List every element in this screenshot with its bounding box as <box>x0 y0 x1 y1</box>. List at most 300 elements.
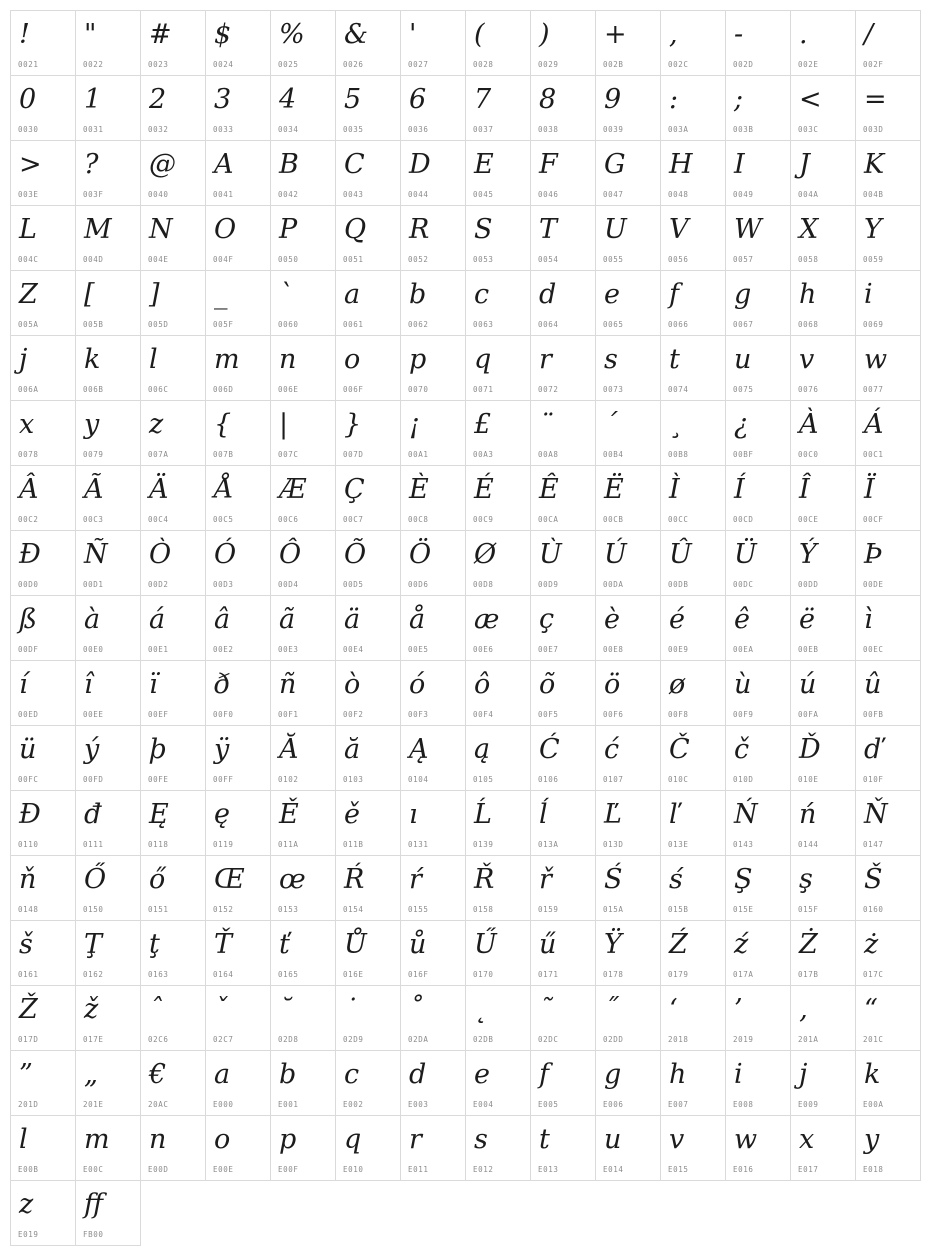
glyph-codepoint-label: E000 <box>213 1100 234 1109</box>
glyph-cell[interactable] <box>726 856 791 921</box>
glyph-cell[interactable] <box>856 661 921 726</box>
glyph-cell[interactable] <box>466 401 531 466</box>
glyph-codepoint-label: 005F <box>213 320 234 329</box>
glyph-cell[interactable] <box>11 466 76 531</box>
glyph-codepoint-label: E00C <box>83 1165 104 1174</box>
glyph-cell[interactable] <box>336 661 401 726</box>
glyph-cell[interactable] <box>596 921 661 986</box>
glyph-cell[interactable] <box>141 206 206 271</box>
glyph-cell[interactable] <box>531 466 596 531</box>
glyph-cell[interactable] <box>76 791 141 856</box>
glyph-cell[interactable] <box>11 856 76 921</box>
glyph-cell[interactable] <box>401 1116 466 1181</box>
glyph-cell[interactable] <box>726 336 791 401</box>
glyph-character: a <box>344 279 361 310</box>
glyph-cell[interactable] <box>141 791 206 856</box>
glyph-cell[interactable] <box>401 531 466 596</box>
glyph-cell[interactable] <box>466 726 531 791</box>
glyph-cell[interactable] <box>76 596 141 661</box>
glyph-cell[interactable] <box>726 1051 791 1116</box>
glyph-cell[interactable] <box>531 791 596 856</box>
glyph-cell[interactable] <box>141 661 206 726</box>
glyph-cell[interactable] <box>336 271 401 336</box>
glyph-cell[interactable] <box>531 206 596 271</box>
glyph-character: ň <box>19 864 37 895</box>
glyph-codepoint-label: E017 <box>798 1165 819 1174</box>
glyph-cell[interactable] <box>856 336 921 401</box>
glyph-cell[interactable] <box>141 141 206 206</box>
glyph-cell[interactable] <box>596 76 661 141</box>
glyph-cell[interactable] <box>401 141 466 206</box>
glyph-cell[interactable] <box>141 271 206 336</box>
glyph-cell[interactable] <box>726 986 791 1051</box>
glyph-cell[interactable] <box>791 1051 856 1116</box>
glyph-cell[interactable] <box>336 986 401 1051</box>
glyph-codepoint-label: 0040 <box>148 190 169 199</box>
glyph-cell[interactable] <box>11 791 76 856</box>
glyph-cell[interactable] <box>791 271 856 336</box>
glyph-cell[interactable] <box>596 336 661 401</box>
glyph-codepoint-label: 004B <box>863 190 884 199</box>
glyph-cell[interactable] <box>11 726 76 791</box>
glyph-cell[interactable] <box>271 791 336 856</box>
glyph-cell[interactable] <box>596 1116 661 1181</box>
glyph-cell[interactable] <box>726 921 791 986</box>
glyph-cell[interactable] <box>336 726 401 791</box>
glyph-cell[interactable] <box>76 856 141 921</box>
glyph-cell[interactable] <box>791 401 856 466</box>
glyph-cell[interactable] <box>596 141 661 206</box>
glyph-cell[interactable] <box>531 1051 596 1116</box>
glyph-character: x <box>799 1124 815 1155</box>
glyph-cell[interactable] <box>206 336 271 401</box>
glyph-cell[interactable] <box>661 271 726 336</box>
glyph-cell[interactable] <box>661 206 726 271</box>
glyph-cell[interactable] <box>466 1051 531 1116</box>
glyph-codepoint-label: 004C <box>18 255 39 264</box>
glyph-cell[interactable] <box>141 11 206 76</box>
glyph-cell[interactable] <box>726 531 791 596</box>
glyph-cell[interactable] <box>661 336 726 401</box>
glyph-cell[interactable] <box>791 336 856 401</box>
glyph-character: Æ <box>279 474 307 505</box>
glyph-cell[interactable] <box>11 76 76 141</box>
glyph-cell[interactable] <box>271 986 336 1051</box>
glyph-cell[interactable] <box>856 401 921 466</box>
glyph-codepoint-label: E001 <box>278 1100 299 1109</box>
glyph-cell[interactable] <box>401 661 466 726</box>
glyph-cell[interactable] <box>661 986 726 1051</box>
glyph-cell[interactable] <box>596 596 661 661</box>
glyph-cell[interactable] <box>401 76 466 141</box>
glyph-character: N <box>149 214 173 245</box>
glyph-cell[interactable] <box>531 531 596 596</box>
glyph-cell[interactable] <box>206 726 271 791</box>
glyph-cell[interactable] <box>11 531 76 596</box>
glyph-cell[interactable] <box>336 466 401 531</box>
glyph-cell[interactable] <box>11 986 76 1051</box>
glyph-cell[interactable] <box>531 1116 596 1181</box>
glyph-codepoint-label: 007B <box>213 450 234 459</box>
glyph-cell[interactable] <box>76 661 141 726</box>
glyph-cell[interactable] <box>141 76 206 141</box>
glyph-cell[interactable] <box>856 531 921 596</box>
glyph-character: Ç <box>344 474 365 505</box>
glyph-cell[interactable] <box>531 726 596 791</box>
glyph-cell[interactable] <box>401 1051 466 1116</box>
glyph-cell[interactable] <box>76 1116 141 1181</box>
glyph-cell[interactable] <box>596 401 661 466</box>
glyph-cell[interactable] <box>466 1116 531 1181</box>
glyph-cell[interactable] <box>791 726 856 791</box>
glyph-cell[interactable] <box>726 206 791 271</box>
glyph-character: n <box>149 1124 167 1155</box>
glyph-character: Ñ <box>84 539 108 570</box>
glyph-cell[interactable] <box>531 986 596 1051</box>
glyph-cell[interactable] <box>401 921 466 986</box>
glyph-codepoint-label: 0068 <box>798 320 819 329</box>
glyph-cell[interactable] <box>856 596 921 661</box>
glyph-codepoint-label: 00C4 <box>148 515 169 524</box>
glyph-cell[interactable] <box>856 921 921 986</box>
glyph-cell[interactable] <box>206 856 271 921</box>
glyph-cell[interactable] <box>141 1116 206 1181</box>
glyph-cell[interactable] <box>856 466 921 531</box>
glyph-cell[interactable] <box>791 596 856 661</box>
glyph-cell[interactable] <box>466 661 531 726</box>
glyph-cell[interactable] <box>661 11 726 76</box>
glyph-cell[interactable] <box>791 76 856 141</box>
glyph-cell[interactable] <box>726 1116 791 1181</box>
glyph-cell[interactable] <box>531 401 596 466</box>
glyph-cell[interactable] <box>206 466 271 531</box>
glyph-cell[interactable] <box>271 206 336 271</box>
glyph-cell[interactable] <box>271 531 336 596</box>
glyph-cell[interactable] <box>76 531 141 596</box>
glyph-cell[interactable] <box>466 11 531 76</box>
glyph-cell[interactable] <box>76 986 141 1051</box>
glyph-cell[interactable] <box>401 726 466 791</box>
glyph-cell[interactable] <box>726 271 791 336</box>
glyph-cell[interactable] <box>336 1116 401 1181</box>
glyph-cell[interactable] <box>141 921 206 986</box>
glyph-cell[interactable] <box>11 11 76 76</box>
glyph-cell[interactable] <box>206 791 271 856</box>
glyph-cell[interactable] <box>206 596 271 661</box>
glyph-cell[interactable] <box>11 1181 76 1246</box>
glyph-cell[interactable] <box>726 141 791 206</box>
glyph-character: | <box>279 409 289 440</box>
glyph-cell[interactable] <box>466 791 531 856</box>
glyph-cell[interactable] <box>856 726 921 791</box>
glyph-cell[interactable] <box>11 141 76 206</box>
glyph-cell[interactable] <box>531 76 596 141</box>
glyph-cell[interactable] <box>76 1051 141 1116</box>
glyph-cell[interactable] <box>531 921 596 986</box>
glyph-cell[interactable] <box>856 856 921 921</box>
glyph-cell[interactable] <box>726 791 791 856</box>
glyph-cell[interactable] <box>466 856 531 921</box>
glyph-cell[interactable] <box>661 401 726 466</box>
glyph-cell[interactable] <box>791 921 856 986</box>
glyph-character: y <box>864 1124 880 1155</box>
glyph-cell[interactable] <box>791 466 856 531</box>
glyph-cell[interactable] <box>76 336 141 401</box>
glyph-cell[interactable] <box>856 271 921 336</box>
glyph-cell[interactable] <box>596 856 661 921</box>
glyph-cell[interactable] <box>856 76 921 141</box>
glyph-cell[interactable] <box>76 921 141 986</box>
glyph-cell[interactable] <box>531 271 596 336</box>
glyph-cell[interactable] <box>596 726 661 791</box>
glyph-cell[interactable] <box>596 986 661 1051</box>
glyph-cell[interactable] <box>401 11 466 76</box>
glyph-cell[interactable] <box>76 76 141 141</box>
glyph-character: # <box>149 19 172 50</box>
glyph-cell[interactable] <box>76 271 141 336</box>
glyph-cell[interactable] <box>271 76 336 141</box>
glyph-cell[interactable] <box>726 76 791 141</box>
glyph-cell[interactable] <box>271 271 336 336</box>
glyph-cell[interactable] <box>661 596 726 661</box>
glyph-cell[interactable] <box>141 596 206 661</box>
glyph-cell[interactable] <box>531 856 596 921</box>
glyph-cell[interactable] <box>206 531 271 596</box>
glyph-cell[interactable] <box>401 596 466 661</box>
glyph-character: æ <box>474 604 500 635</box>
glyph-cell[interactable] <box>271 466 336 531</box>
glyph-cell[interactable] <box>661 1116 726 1181</box>
glyph-cell[interactable] <box>271 921 336 986</box>
glyph-character: ˇ <box>214 994 228 1025</box>
glyph-cell[interactable] <box>206 206 271 271</box>
glyph-cell[interactable] <box>791 11 856 76</box>
glyph-cell[interactable] <box>141 336 206 401</box>
glyph-cell[interactable] <box>76 401 141 466</box>
glyph-cell[interactable] <box>76 466 141 531</box>
glyph-character: d <box>539 279 557 310</box>
glyph-cell[interactable] <box>141 531 206 596</box>
glyph-cell[interactable] <box>206 661 271 726</box>
glyph-cell[interactable] <box>336 791 401 856</box>
glyph-character: ò <box>344 669 361 700</box>
glyph-cell[interactable] <box>596 661 661 726</box>
glyph-cell[interactable] <box>271 401 336 466</box>
glyph-cell[interactable] <box>596 11 661 76</box>
glyph-cell[interactable] <box>726 726 791 791</box>
glyph-character: n <box>279 344 297 375</box>
glyph-cell[interactable] <box>271 1116 336 1181</box>
glyph-codepoint-label: 2018 <box>668 1035 689 1044</box>
glyph-cell[interactable] <box>791 791 856 856</box>
glyph-cell[interactable] <box>596 271 661 336</box>
glyph-cell[interactable] <box>206 141 271 206</box>
glyph-character: g <box>734 279 752 310</box>
glyph-cell[interactable] <box>596 531 661 596</box>
glyph-cell[interactable] <box>336 856 401 921</box>
glyph-cell[interactable] <box>791 986 856 1051</box>
glyph-character: ô <box>474 669 491 700</box>
glyph-character: 7 <box>474 84 492 115</box>
glyph-cell[interactable] <box>531 596 596 661</box>
glyph-cell[interactable] <box>596 466 661 531</box>
glyph-character: ] <box>149 279 160 310</box>
glyph-cell[interactable] <box>856 141 921 206</box>
glyph-character: l <box>149 344 158 375</box>
glyph-cell[interactable] <box>726 401 791 466</box>
glyph-cell[interactable] <box>11 271 76 336</box>
glyph-character: Ů <box>344 929 367 960</box>
glyph-cell[interactable] <box>141 1051 206 1116</box>
glyph-cell[interactable] <box>271 336 336 401</box>
glyph-cell[interactable] <box>596 791 661 856</box>
glyph-cell[interactable] <box>336 206 401 271</box>
glyph-cell[interactable] <box>336 141 401 206</box>
glyph-cell[interactable] <box>271 856 336 921</box>
glyph-cell[interactable] <box>206 271 271 336</box>
glyph-character: P <box>279 214 298 245</box>
glyph-cell[interactable] <box>531 141 596 206</box>
glyph-cell[interactable] <box>791 206 856 271</box>
glyph-cell[interactable] <box>531 11 596 76</box>
glyph-cell[interactable] <box>856 986 921 1051</box>
glyph-cell[interactable] <box>11 921 76 986</box>
glyph-cell[interactable] <box>76 141 141 206</box>
glyph-character: 1 <box>84 84 102 115</box>
glyph-character: ó <box>409 669 426 700</box>
glyph-cell[interactable] <box>206 986 271 1051</box>
glyph-cell[interactable] <box>726 11 791 76</box>
glyph-cell[interactable] <box>76 11 141 76</box>
glyph-cell[interactable] <box>336 596 401 661</box>
glyph-cell[interactable] <box>661 141 726 206</box>
glyph-cell[interactable] <box>856 1051 921 1116</box>
glyph-cell[interactable] <box>466 336 531 401</box>
glyph-cell[interactable] <box>791 856 856 921</box>
glyph-cell[interactable] <box>141 466 206 531</box>
glyph-cell[interactable] <box>661 726 726 791</box>
glyph-cell[interactable] <box>726 661 791 726</box>
glyph-cell[interactable] <box>466 76 531 141</box>
glyph-cell[interactable] <box>401 336 466 401</box>
glyph-cell[interactable] <box>531 336 596 401</box>
glyph-cell[interactable] <box>141 401 206 466</box>
glyph-cell[interactable] <box>76 206 141 271</box>
glyph-cell[interactable] <box>661 531 726 596</box>
glyph-cell[interactable] <box>336 921 401 986</box>
glyph-cell[interactable] <box>401 271 466 336</box>
glyph-cell[interactable] <box>791 531 856 596</box>
glyph-cell[interactable] <box>856 791 921 856</box>
glyph-cell[interactable] <box>206 76 271 141</box>
glyph-cell[interactable] <box>401 466 466 531</box>
glyph-cell[interactable] <box>271 661 336 726</box>
glyph-cell[interactable] <box>141 726 206 791</box>
glyph-cell[interactable] <box>466 986 531 1051</box>
glyph-cell[interactable] <box>726 596 791 661</box>
glyph-character: 2 <box>149 84 167 115</box>
glyph-cell[interactable] <box>661 791 726 856</box>
glyph-codepoint-label: 201A <box>798 1035 819 1044</box>
glyph-cell[interactable] <box>466 271 531 336</box>
glyph-codepoint-label: 006F <box>343 385 364 394</box>
glyph-cell[interactable] <box>336 401 401 466</box>
glyph-cell[interactable] <box>401 856 466 921</box>
glyph-cell[interactable] <box>856 11 921 76</box>
glyph-cell[interactable] <box>271 11 336 76</box>
glyph-cell[interactable] <box>76 726 141 791</box>
glyph-cell[interactable] <box>531 661 596 726</box>
glyph-character: ë <box>799 604 815 635</box>
glyph-cell[interactable] <box>661 661 726 726</box>
glyph-cell[interactable] <box>791 1116 856 1181</box>
glyph-cell[interactable] <box>336 1051 401 1116</box>
glyph-cell[interactable] <box>596 1051 661 1116</box>
glyph-cell[interactable] <box>11 206 76 271</box>
glyph-cell[interactable] <box>466 596 531 661</box>
glyph-codepoint-label: 010E <box>798 775 819 784</box>
glyph-cell[interactable] <box>336 336 401 401</box>
glyph-cell[interactable] <box>661 921 726 986</box>
glyph-cell[interactable] <box>206 921 271 986</box>
glyph-cell[interactable] <box>661 856 726 921</box>
glyph-cell[interactable] <box>206 401 271 466</box>
glyph-cell[interactable] <box>11 336 76 401</box>
glyph-cell[interactable] <box>466 531 531 596</box>
glyph-cell[interactable] <box>336 76 401 141</box>
glyph-cell[interactable] <box>271 141 336 206</box>
glyph-cell[interactable] <box>206 1116 271 1181</box>
glyph-cell[interactable] <box>661 76 726 141</box>
glyph-cell[interactable] <box>401 401 466 466</box>
glyph-cell[interactable] <box>466 141 531 206</box>
glyph-cell[interactable] <box>791 661 856 726</box>
glyph-cell[interactable] <box>11 661 76 726</box>
glyph-cell[interactable] <box>856 1116 921 1181</box>
glyph-cell[interactable] <box>206 1051 271 1116</box>
glyph-cell[interactable] <box>466 206 531 271</box>
glyph-cell[interactable] <box>401 206 466 271</box>
glyph-cell[interactable] <box>271 1051 336 1116</box>
glyph-cell[interactable] <box>466 921 531 986</box>
glyph-cell[interactable] <box>11 596 76 661</box>
glyph-cell[interactable] <box>336 531 401 596</box>
glyph-codepoint-label: 003A <box>668 125 689 134</box>
glyph-cell[interactable] <box>141 856 206 921</box>
glyph-cell[interactable] <box>726 466 791 531</box>
glyph-character: „ <box>84 1059 98 1090</box>
glyph-cell[interactable] <box>11 1051 76 1116</box>
glyph-codepoint-label: 00C8 <box>408 515 429 524</box>
glyph-grid <box>10 10 921 1246</box>
glyph-cell[interactable] <box>791 141 856 206</box>
glyph-cell[interactable] <box>271 726 336 791</box>
glyph-cell[interactable] <box>271 596 336 661</box>
glyph-cell[interactable] <box>141 986 206 1051</box>
glyph-cell[interactable] <box>11 401 76 466</box>
glyph-cell[interactable] <box>336 11 401 76</box>
glyph-cell[interactable] <box>596 206 661 271</box>
glyph-cell[interactable] <box>661 1051 726 1116</box>
glyph-cell[interactable] <box>11 1116 76 1181</box>
glyph-cell[interactable] <box>661 466 726 531</box>
glyph-cell[interactable] <box>401 986 466 1051</box>
glyph-cell[interactable] <box>401 791 466 856</box>
glyph-cell[interactable] <box>466 466 531 531</box>
glyph-cell[interactable] <box>76 1181 141 1246</box>
glyph-cell[interactable] <box>856 206 921 271</box>
glyph-cell[interactable] <box>206 11 271 76</box>
